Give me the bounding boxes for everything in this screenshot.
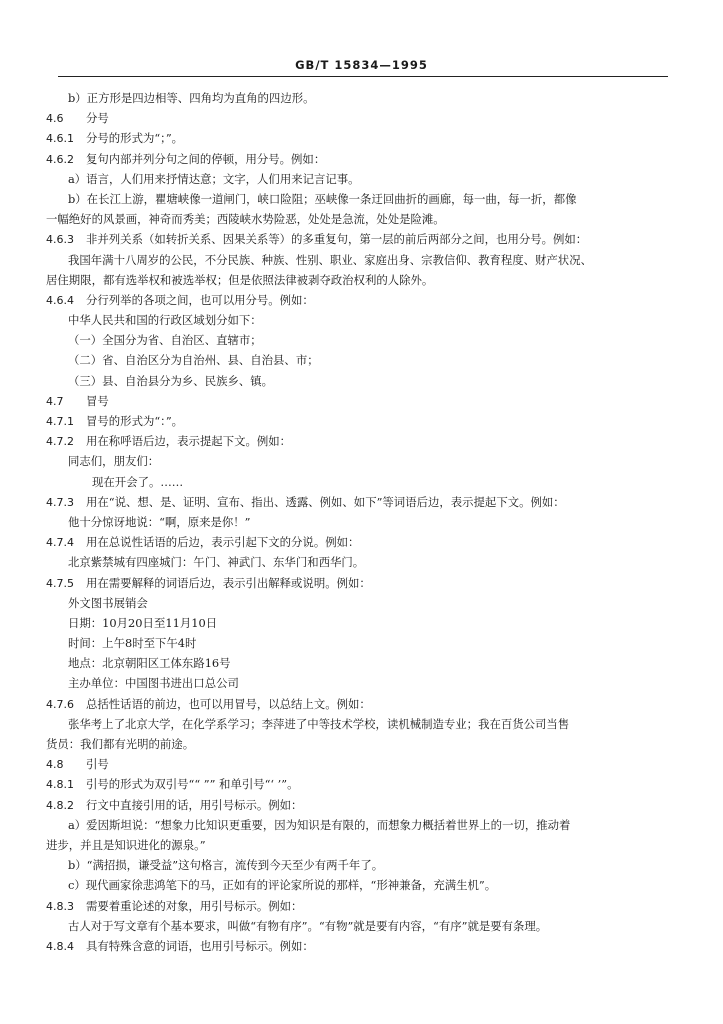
section-number: 4.7.1 [46,415,74,428]
section-line [46,411,672,431]
line-text: 日期：10月20日至11月10日 [68,615,218,630]
section-line [46,936,672,956]
section-number: 4.6.2 [46,152,74,166]
line-text: 分号 [86,111,109,126]
line-text: 进步，并且是知识进化的源泉。” [46,837,206,852]
section-line [46,391,672,411]
text-line [46,552,672,572]
section-line [46,694,672,714]
line-text: 用在需要解释的词语后边，表示引出解释或说明。例如： [86,575,371,590]
section-number: 4.7 [46,394,64,408]
line-text: 同志们，朋友们： [68,454,160,469]
text-line [46,593,672,613]
section-number: 4.6 [46,112,64,126]
line-text: c）现代画家徐悲鸿笔下的马，正如有的评论家所说的那样，“形神兼备，充满生机”。 [68,878,497,893]
section-line [46,492,672,512]
text-line [46,633,672,653]
line-text: 引号 [86,757,109,772]
line-text: 非并列关系（如转折关系、因果关系等）的多重复句，第一层的前后两部分之间，也用分号。例如： [86,232,588,247]
section-number: 4.7.2 [46,435,74,449]
section-number: 4.7.6 [46,697,74,711]
line-text: 总括性话语的前边，也可以用冒号，以总结上文。例如： [86,696,371,711]
text-line [46,875,672,895]
section-number: 4.8.4 [46,939,74,953]
text-line [46,734,672,754]
line-text: 冒号的形式为“：”。 [86,414,184,428]
text-line [46,371,672,391]
section-number: 4.8 [46,758,64,772]
text-line [46,189,672,209]
line-text: 现在开会了。…… [92,474,184,489]
line-text: a）语言，人们用来抒情达意；文字，人们用来记言记事。 [68,171,360,186]
section-line [46,795,672,815]
line-text: 分号的形式为“；”。 [86,131,184,146]
line-text: 古人对于写文章有个基本要求，叫做“有物有序”。“有物”就是要有内容，“有序”就是要有条理。 [68,918,548,933]
text-line [46,653,672,673]
line-text: b）在长江上游，瞿塘峡像一道闸门，峡口险阻；巫峡像一条迂回曲折的画廊，每一曲，每一折，都像 [68,191,577,206]
section-line [46,149,672,169]
line-text: 主办单位：中国图书进出口总公司 [68,676,239,691]
line-text: （一）全国分为省、自治区、直辖市； [68,333,262,348]
section-line [46,290,672,310]
line-text: 用在称呼语后边，表示提起下文。例如： [86,434,292,449]
text-line [46,916,672,936]
text-line [46,714,672,734]
section-number: 4.6.1 [46,132,74,146]
line-text: 用在总说性话语的后边，表示引起下文的分说。例如： [86,535,360,550]
line-text: 外文图书展销会 [68,595,148,610]
text-line [46,451,672,471]
text-line [46,169,672,189]
section-number: 4.7.4 [46,536,74,550]
text-line [46,330,672,350]
line-text: 具有特殊含意的词语，也用引号标示。例如： [86,938,314,953]
section-line [46,896,672,916]
section-number: 4.8.3 [46,899,74,913]
line-text: 复句内部并列分句之间的停顿，用分号。例如： [86,151,326,166]
line-text: b）“满招损，谦受益”这句格言，流传到今天至少有两千年了。 [68,858,384,873]
line-text: 居住期限，都有选举权和被选举权；但是依照法律被剥夺政治权利的人除外。 [46,272,434,287]
text-line [46,835,672,855]
section-line [46,128,672,148]
section-line [46,754,672,774]
line-text: （三）县、自治县分为乡、民族乡、镇。 [68,373,274,388]
line-text: 我国年满十八周岁的公民，不分民族、种族、性别、职业、家庭出身、宗教信仰、教育程度、财产状况、 [68,252,592,267]
document-body [46,88,672,956]
section-number: 4.8.2 [46,798,74,812]
section-line [46,774,672,794]
text-line [46,88,672,108]
line-text: 行文中直接引用的话，用引号标示。例如： [86,797,303,812]
line-text: （二）省、自治区分为自治州、县、自治县、市； [68,353,319,368]
section-line [46,431,672,451]
line-text: 需要着重论述的对象，用引号标示。例如： [86,898,303,913]
line-text: 地点：北京朝阳区工体东路16号 [68,656,231,671]
text-line [46,673,672,693]
text-line [46,512,672,532]
section-line [46,573,672,593]
page-header: GB/T 15834—1995 [295,58,428,72]
line-text: 北京紫禁城有四座城门：午门、神武门、东华门和西华门。 [68,555,365,570]
text-line [46,815,672,835]
section-number: 4.7.5 [46,576,74,590]
line-text: 分行列举的各项之间，也可以用分号。例如： [86,292,314,307]
text-line [46,250,672,270]
header-divider [58,76,668,77]
line-text: 张华考上了北京大学，在化学系学习；李萍进了中等技术学校，读机械制造专业；我在百货公司当售 [68,716,570,731]
line-text: 用在“说、想、是、证明、宣布、指出、透露、例如、如下”等词语后边，表示提起下文。例如： [86,494,565,509]
text-line [46,209,672,229]
text-line [46,350,672,370]
line-text: 引号的形式为双引号““ ”” 和单引号“‘ ’”。 [86,777,299,792]
text-line [46,270,672,290]
section-number: 4.6.3 [46,233,74,247]
section-number: 4.8.1 [46,778,74,792]
text-line [46,472,672,492]
section-line [46,532,672,552]
line-text: 时间：上午8时至下午4时 [68,636,197,651]
section-number: 4.7.3 [46,495,74,509]
line-text: 货员：我们都有光明的前途。 [46,737,195,751]
section-line [46,108,672,128]
section-line [46,229,672,249]
line-text: b）正方形是四边相等、四角均为直角的四边形。 [68,91,315,105]
line-text: 他十分惊讶地说：“啊，原来是你！” [68,514,251,529]
text-line [46,310,672,330]
section-number: 4.6.4 [46,293,74,307]
text-line [46,613,672,633]
text-line [46,855,672,875]
line-text: a）爱因斯坦说：“想象力比知识更重要，因为知识是有限的，而想象力概括着世界上的一切，推动着 [68,817,571,832]
line-text: 冒号 [86,393,109,408]
line-text: 一幅绝好的风景画，神奇而秀美；西陵峡水势险恶，处处是急流，处处是险滩。 [46,212,445,227]
line-text: 中华人民共和国的行政区域划分如下： [68,313,262,328]
